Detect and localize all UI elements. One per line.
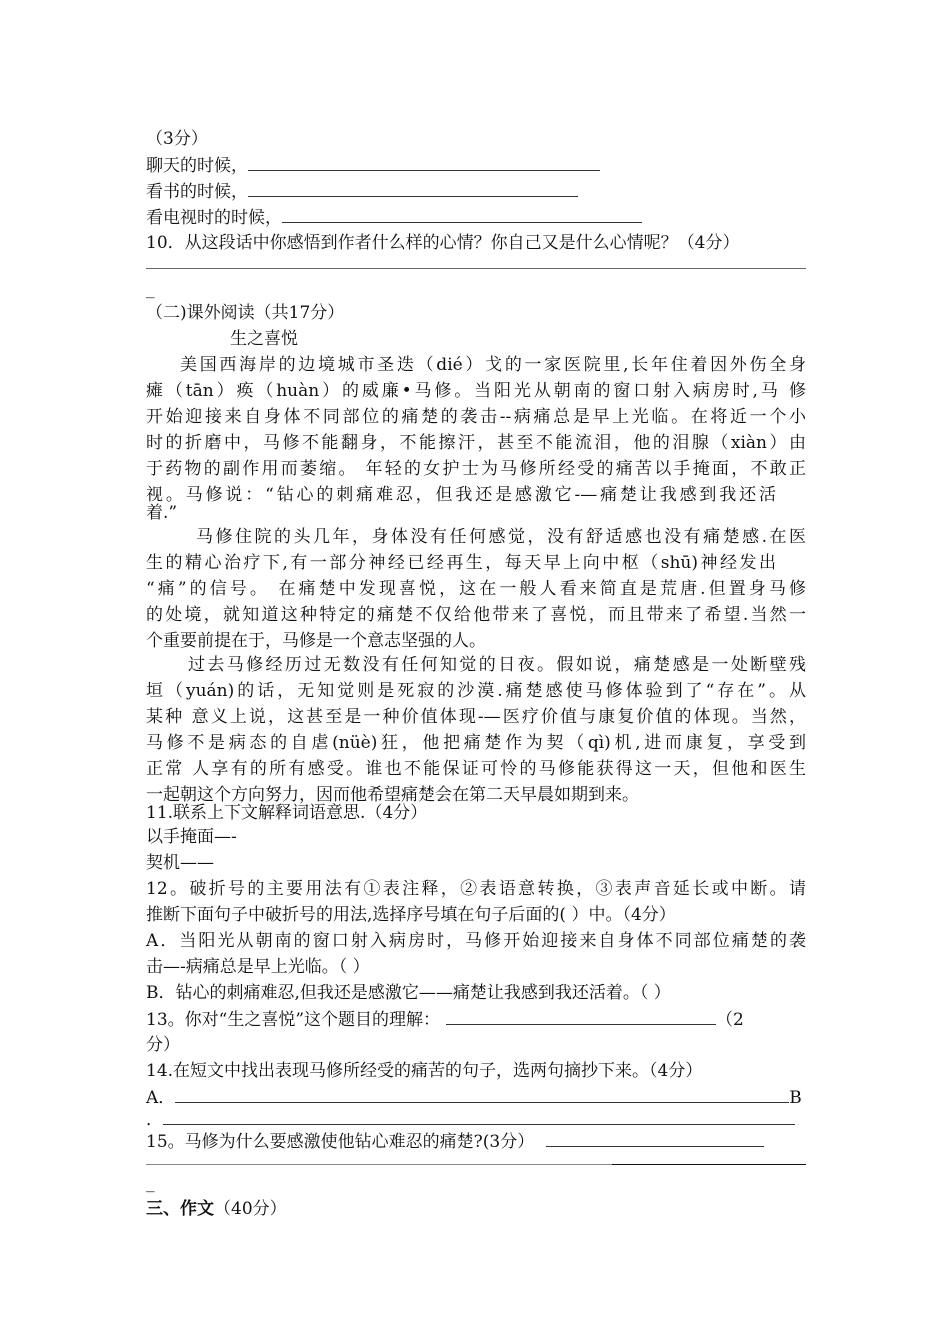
q11-question: 11.联系上下文解释词语意思.（4分） <box>146 803 428 823</box>
passage-p3-line-4: 马修不是病态的自虐(nüè)狂，他把痛楚作为契（qì)机,进而康复，享受到 <box>146 733 806 753</box>
q13-score-part-2: 分） <box>146 1035 180 1055</box>
q12-line-1: 12。破折号的主要用法有①表注释，②表语意转换，③表声音延长或中断。请 <box>146 879 806 899</box>
q13-line <box>146 1006 744 1033</box>
q14-label-b-dot: ． <box>146 1110 163 1130</box>
passage-p2-line-4: 的处境，就知道这种特定的痛楚不仅给他带来了喜悦，而且带来了希望.当然一 <box>146 605 806 625</box>
q9-answer-blank-3[interactable] <box>282 204 642 223</box>
q10-question: 10．从这段话中你感悟到作者什么样的心情？你自己又是什么心情呢？（4分） <box>146 233 740 253</box>
q11-item-a[interactable]: 以手掩面—- <box>146 827 237 847</box>
passage-p2-line-3: “痛”的信号。 在痛楚中发现喜悦，这在一般人看来简直是荒唐.但置身马修 <box>146 579 806 599</box>
q13-score-part-1: （2 <box>716 1010 744 1030</box>
q9-answer-blank-1[interactable] <box>248 152 600 171</box>
q10-answer-line[interactable] <box>146 268 806 269</box>
q11-item-b[interactable]: 契机—— <box>146 853 214 873</box>
passage-p1-line-1: 美国西海岸的边境城市圣迭（dié）戈的一家医院里,长年住着因外伤全身 <box>180 355 806 375</box>
q14-answer-blank-b[interactable] <box>163 1106 795 1125</box>
passage-p1-line-4: 时的折磨中，马修不能翻身，不能擦汗，甚至不能流泪，他的泪腺（xiàn）由 <box>146 433 806 453</box>
section3-heading: 三、作文 <box>146 1199 214 1219</box>
q15-question: 15。马修为什么要感激使他钻心难忍的痛楚?(3分） <box>146 1132 535 1152</box>
q9-line-chat <box>146 152 600 179</box>
q12-line-2: 推断下面句子中破折号的用法,选择序号填在句子后面的( ）中。（4分） <box>146 905 676 925</box>
q9-score: （3分） <box>146 129 208 149</box>
q14-label-b: B <box>789 1088 802 1108</box>
q9-line-tv <box>146 204 642 231</box>
q14-label-a: A． <box>146 1088 176 1108</box>
q12-option-a-line-2[interactable]: 击—-病痛总是早上光临。（ ） <box>146 957 370 977</box>
section3-heading-line <box>146 1196 287 1222</box>
passage-p1-line-3: 开始迎接来自身体不同部位的痛楚的袭击--病痛总是早上光临。在将近一个小 <box>146 407 806 427</box>
q15-answer-blank-1[interactable] <box>546 1128 764 1147</box>
q12-option-a-line-1: A．当阳光从朝南的窗口射入病房时，马修开始迎接来自身体不同部位痛楚的袭 <box>146 931 806 951</box>
q13-question: 13。你对“生之喜悦”这个题目的理解： <box>146 1010 441 1030</box>
passage-p1-line-5: 于药物的副作用而萎缩。 年轻的女护士为马修所经受的痛苦以手掩面，不敢正 <box>146 459 806 479</box>
passage-p2-line-5: 个重要前提在于，马修是一个意志坚强的人。 <box>146 631 486 651</box>
passage-p3-line-3: 某种 意义上说，这甚至是一种价值体现-—医疗价值与康复价值的体现。当然， <box>146 707 806 727</box>
q9-line-tv-label: 看电视时的时候， <box>146 208 282 228</box>
passage-p1-line-2: 瘫（tān）痪（huàn）的威廉•马修。当阳光从朝南的窗口射入病房时,马 修 <box>146 381 806 401</box>
q12-option-b[interactable]: B．钻心的刺痛难忍,但我还是感激它——痛楚让我感到我还活着。（ ） <box>146 983 671 1003</box>
q9-answer-blank-2[interactable] <box>248 178 578 197</box>
section3-score: （40分） <box>214 1199 287 1219</box>
q15-answer-line-2a[interactable] <box>146 1164 612 1165</box>
passage-p1-line-6: 视。马修说：“钻心的刺痛难忍，但我还是感激它-—痛楚让我感到我还活 <box>146 485 776 505</box>
q14-question: 14.在短文中找出表现马修所经受的痛苦的句子，选两句摘抄下来。（4分） <box>146 1061 703 1081</box>
section2-heading: （二)课外阅读（共17分） <box>146 303 345 323</box>
passage-p1-line-7: 着.” <box>146 503 178 523</box>
q10-answer-tail: _ <box>146 279 155 299</box>
passage-p2-line-1: 马修住院的头几年，身体没有任何感觉，没有舒适感也没有痛楚感.在医 <box>196 527 806 547</box>
q9-line-chat-label: 聊天的时候， <box>146 156 248 176</box>
q14-answer-blank-a[interactable] <box>175 1084 789 1103</box>
passage-p2-line-2: 生的精心治疗下,有一部分神经已经再生，每天早上向中枢（shū)神经发出 <box>146 553 776 573</box>
passage-p3-line-6: 一起朝这个方向努力，因而他希望痛楚会在第二天早晨如期到来。 <box>146 785 639 805</box>
q13-answer-blank[interactable] <box>446 1006 716 1025</box>
passage-p3-line-1: 过去马修经历过无数没有任何知觉的日夜。假如说，痛楚感是一处断壁残 <box>188 655 806 675</box>
q15-answer-line-2b[interactable] <box>612 1164 806 1165</box>
passage-p3-line-2: 垣（yuán)的话，无知觉则是死寂的沙漠.痛楚感使马修体验到了“存在”。从 <box>146 681 806 701</box>
passage-title: 生之喜悦 <box>230 329 298 349</box>
q9-line-read-label: 看书的时候， <box>146 182 248 202</box>
passage-p3-line-5: 正常 人享有的所有感受。谁也不能保证可怜的马修能获得这一天，但他和医生 <box>146 759 806 779</box>
q9-line-read <box>146 178 578 205</box>
q15-answer-tail: _ <box>146 1173 155 1193</box>
q15-line <box>146 1128 764 1155</box>
